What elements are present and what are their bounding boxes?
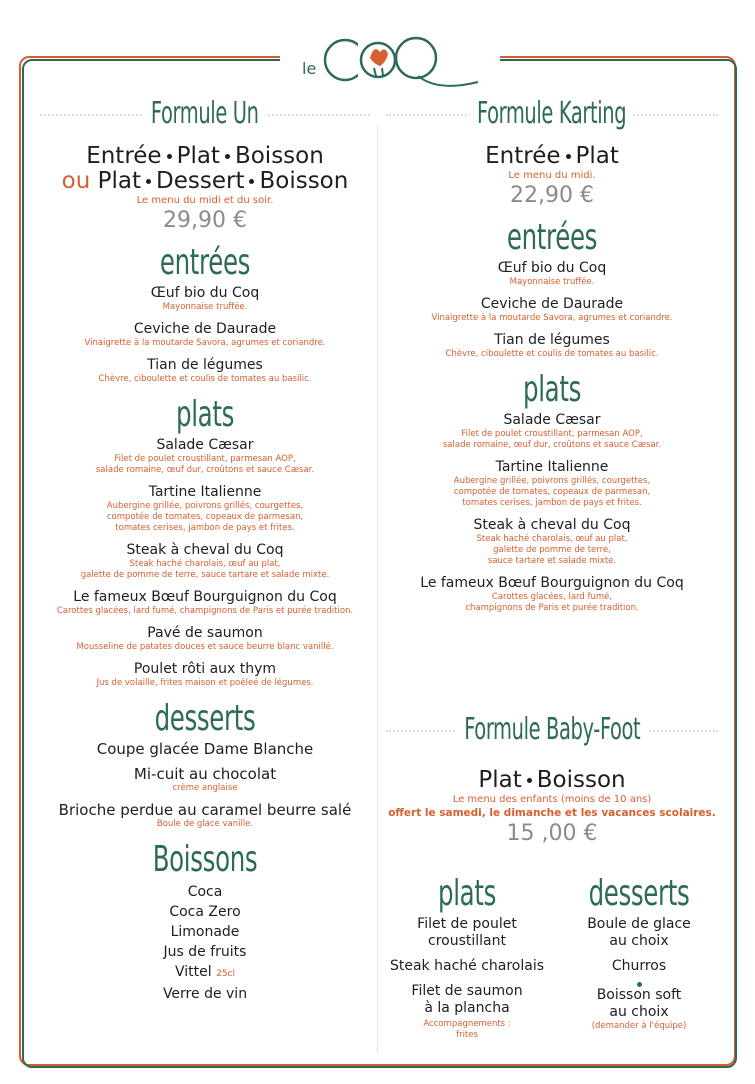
menu-item: Le fameux Bœuf Bourguignon du Coq Carottes glacées, lard fumé, champignons de Paris et purée tradition.	[420, 575, 684, 613]
menu-item: Churros	[611, 958, 667, 974]
rooster-icon	[370, 49, 388, 66]
section-desserts: desserts	[588, 873, 690, 914]
formule-un-column	[40, 92, 370, 1004]
logo-prefix: le	[302, 59, 317, 78]
section-plats: plats	[522, 369, 581, 410]
formule-un-header	[40, 92, 370, 136]
formule-karting-header	[386, 92, 718, 136]
menu-item: Tartine Italienne Aubergine grillée, poivrons grillés, courgettes, compotée de tomates, copeaux de parmesan, tomates cerises, jambon de pays et frites.	[453, 459, 651, 508]
formule-un-offer-line2: ou Plat Dessert Boisson	[61, 168, 349, 194]
menu-item: Poulet rôti aux thym Jus de volaille, frites maison et poêleé de légumes.	[96, 661, 314, 688]
formule-karting-title: Formule Karting	[470, 92, 634, 136]
menu-item: Steak haché charolais	[389, 958, 545, 974]
menu-item: Œuf bio du Coq Mayonnaise truffée.	[150, 285, 260, 312]
drink-item: Coca Zero	[169, 904, 241, 920]
drink-item: Jus de fruits	[163, 944, 247, 960]
formule-karting-note: Le menu du midi.	[508, 170, 596, 181]
formule-un-note: Le menu du midi et du soir.	[136, 195, 274, 206]
formule-karting-column	[386, 92, 718, 622]
formule-babyfoot-price: 15 ,00 €	[506, 821, 598, 846]
section-boissons: Boissons	[152, 839, 258, 880]
formule-un-offer-line1: Entrée Plat Boisson	[86, 143, 324, 169]
menu-item: Mi-cuit au chocolat crème anglaise	[133, 765, 277, 793]
formule-babyfoot-header	[386, 708, 718, 752]
menu-item: Filet de poulet croustillant	[417, 916, 517, 949]
logo	[280, 30, 500, 92]
desserts-note: (demander à l'équipe)	[591, 1021, 687, 1031]
menu-item: Salade Cæsar Filet de poulet croustillant, parmesan AOP, salade romaine, œuf dur, croûtons et sauce Cæsar.	[442, 412, 662, 450]
formule-babyfoot-title: Formule Baby-Foot	[457, 708, 647, 752]
section-plats: plats	[437, 873, 496, 914]
menu-item: Steak à cheval du Coq Steak haché charolais, œuf au plat, galette de pomme de terre, sauce tartare et salade mixte.	[473, 517, 631, 566]
column-divider	[377, 125, 378, 1053]
menu-item: Œuf bio du Coq Mayonnaise truffée.	[497, 260, 607, 287]
menu-item: Boisson soft au choix	[596, 987, 682, 1020]
formule-un-title: Formule Un	[144, 92, 266, 136]
logo-swoosh	[418, 76, 478, 86]
drink-item: Vittel 25cl	[175, 964, 235, 980]
drink-item: Limonade	[170, 924, 240, 940]
formule-un-price: 29,90 €	[163, 208, 247, 233]
formule-karting-offer: Entrée Plat	[485, 143, 619, 169]
babyfoot-plats	[386, 872, 548, 1041]
babyfoot-desserts	[560, 872, 718, 1032]
formule-babyfoot-offer: Plat Boisson	[478, 767, 626, 793]
formule-babyfoot-note: Le menu des enfants (moins de 10 ans)	[452, 794, 652, 805]
menu-item: Le fameux Bœuf Bourguignon du Coq Carottes glacées, lard fumé, champignons de Paris et purée tradition.	[56, 589, 354, 616]
section-entrees: entrées	[506, 217, 598, 258]
section-desserts: desserts	[154, 698, 256, 739]
menu-item: Pavé de saumon Mousseline de patates douces et sauce beurre blanc vanillé.	[76, 625, 334, 652]
section-entrees: entrées	[159, 242, 251, 283]
plats-note: frites	[456, 1030, 478, 1040]
menu-item: Boule de glace au choix	[587, 916, 691, 949]
menu-item: Tian de légumes Chèvre, ciboulette et coulis de tomates au basilic.	[445, 332, 659, 359]
menu-item: Steak à cheval du Coq Steak haché charolais, œuf au plat, galette de pomme de terre, sauce tartare et salade mixte.	[80, 542, 330, 580]
logo-letter-q	[396, 38, 436, 78]
menu-item: Coupe glacée Dame Blanche	[96, 740, 314, 758]
formule-babyfoot-column	[386, 708, 718, 848]
drink-item: Verre de vin	[162, 986, 248, 1002]
section-plats: plats	[175, 394, 234, 435]
menu-item: Ceviche de Daurade Vinaigrette à la moutarde Savora, agrumes et coriandre.	[431, 296, 673, 323]
menu-item: Ceviche de Daurade Vinaigrette à la moutarde Savora, agrumes et coriandre.	[84, 321, 326, 348]
menu-item: Salade Cæsar Filet de poulet croustillant, parmesan AOP, salade romaine, œuf dur, croûtons et sauce Cæsar.	[95, 437, 315, 475]
formule-babyfoot-note-bold: offert le samedi, le dimanche et les vacances scolaires.	[388, 807, 716, 819]
formule-karting-price: 22,90 €	[510, 183, 594, 208]
logo-graphic	[280, 30, 500, 92]
menu-item: Brioche perdue au caramel beurre salé Boule de glace vanille.	[58, 801, 352, 829]
menu-item: Filet de saumon à la plancha	[411, 983, 523, 1016]
drink-item: Coca	[187, 884, 223, 900]
menu-item: Tartine Italienne Aubergine grillée, poivrons grillés, courgettes, compotée de tomates, copeaux de parmesan, tomates cerises, jambon de pays et frites.	[106, 484, 304, 533]
menu-item: Tian de légumes Chèvre, ciboulette et coulis de tomates au basilic.	[98, 357, 312, 384]
plats-note: Accompagnements :	[423, 1019, 511, 1029]
